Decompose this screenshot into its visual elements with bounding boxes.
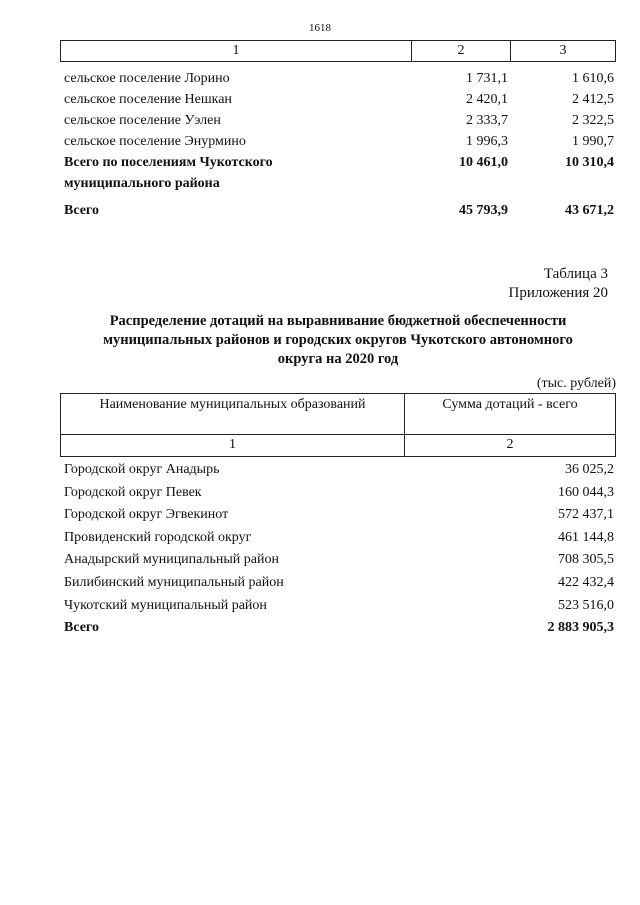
- table2-header: [60, 393, 616, 457]
- table1-header-col1: 1: [61, 41, 412, 61]
- total-value-2020: 43 671,2: [565, 203, 614, 218]
- total-value-2019: 45 793,9: [459, 203, 508, 218]
- table2-header-col1: Наименование муниципальных образований: [61, 394, 405, 434]
- table1-body: [64, 68, 614, 221]
- row-name: Билибинский муниципальный район: [64, 574, 284, 590]
- title-line3: округа на 2020 год: [277, 351, 399, 367]
- subtotal-value-2019: 10 461,0: [459, 155, 508, 170]
- table2-header-num2: 2: [506, 437, 514, 452]
- table-row: [64, 504, 614, 527]
- page-title: [60, 312, 616, 369]
- row-value: 572 437,1: [558, 507, 614, 523]
- table-row: [64, 572, 614, 595]
- row-value-2019: 2 333,7: [466, 113, 508, 128]
- row-name: Анадырский муниципальный район: [64, 552, 279, 568]
- table1-header-col3: 3: [559, 43, 567, 58]
- row-name: сельское поселение Уэлен: [64, 113, 221, 128]
- total-row: [64, 617, 614, 640]
- row-value-2019: 2 420,1: [466, 92, 508, 107]
- row-value-2020: 1 990,7: [572, 134, 614, 149]
- table-row: [64, 89, 614, 110]
- table2-body: [64, 459, 614, 640]
- table1-header-col2: 2: [412, 41, 511, 61]
- subtotal-row-continuation: [64, 173, 614, 194]
- row-value-2020: 2 322,5: [572, 113, 614, 128]
- row-name: Чукотский муниципальный район: [64, 597, 267, 613]
- row-value: 160 044,3: [558, 484, 614, 500]
- row-value-2020: 2 412,5: [572, 92, 614, 107]
- table-row: [64, 68, 614, 89]
- table-caption: [509, 265, 609, 303]
- row-value: 708 305,5: [558, 552, 614, 568]
- subtotal-row: [64, 152, 614, 173]
- row-value-2019: 1 731,1: [466, 71, 508, 86]
- row-value: 523 516,0: [558, 597, 614, 613]
- units-label: (тыс. рублей): [536, 376, 616, 391]
- row-name: сельское поселение Лорино: [64, 71, 230, 86]
- row-name: сельское поселение Нешкан: [64, 92, 232, 107]
- row-value: 422 432,4: [558, 574, 614, 590]
- table-row: [64, 459, 614, 482]
- subtotal-value-2020: 10 310,4: [565, 155, 614, 170]
- row-name: Городской округ Эгвекинот: [64, 507, 229, 523]
- table-row: [64, 110, 614, 131]
- subtotal-name-line2: муниципального района: [64, 176, 220, 191]
- total-row: [64, 200, 614, 221]
- table-row: [64, 131, 614, 152]
- caption-table-number: Таблица 3: [543, 266, 608, 282]
- table-row: [64, 595, 614, 618]
- total-value: 2 883 905,3: [547, 620, 614, 636]
- total-name: Всего: [64, 203, 99, 218]
- table-row: [64, 549, 614, 572]
- row-value-2020: 1 610,6: [572, 71, 614, 86]
- total-name: Всего: [64, 620, 99, 636]
- row-name: сельское поселение Энурмино: [64, 134, 246, 149]
- caption-appendix: Приложения 20: [508, 285, 608, 301]
- row-name: Городской округ Певек: [64, 484, 202, 500]
- table1-header: [60, 40, 616, 62]
- row-value-2019: 1 996,3: [466, 134, 508, 149]
- table-row: [64, 527, 614, 550]
- row-name: Городской округ Анадырь: [64, 462, 220, 477]
- title-line1: Распределение дотаций на выравнивание бюджетной обеспеченности: [109, 313, 567, 329]
- table2-header-num1: 1: [61, 435, 405, 457]
- table-row: [64, 482, 614, 505]
- row-value: 461 144,8: [558, 529, 614, 545]
- page-number: 1618: [309, 22, 331, 34]
- row-value: 36 025,2: [565, 462, 614, 477]
- title-line2: муниципальных районов и городских округов Чукотского автономного: [103, 332, 573, 348]
- subtotal-name-line1: Всего по поселениям Чукотского: [64, 155, 273, 170]
- table2-header-col2: Сумма дотаций - всего: [442, 397, 578, 412]
- row-name: Провиденский городской округ: [64, 529, 252, 545]
